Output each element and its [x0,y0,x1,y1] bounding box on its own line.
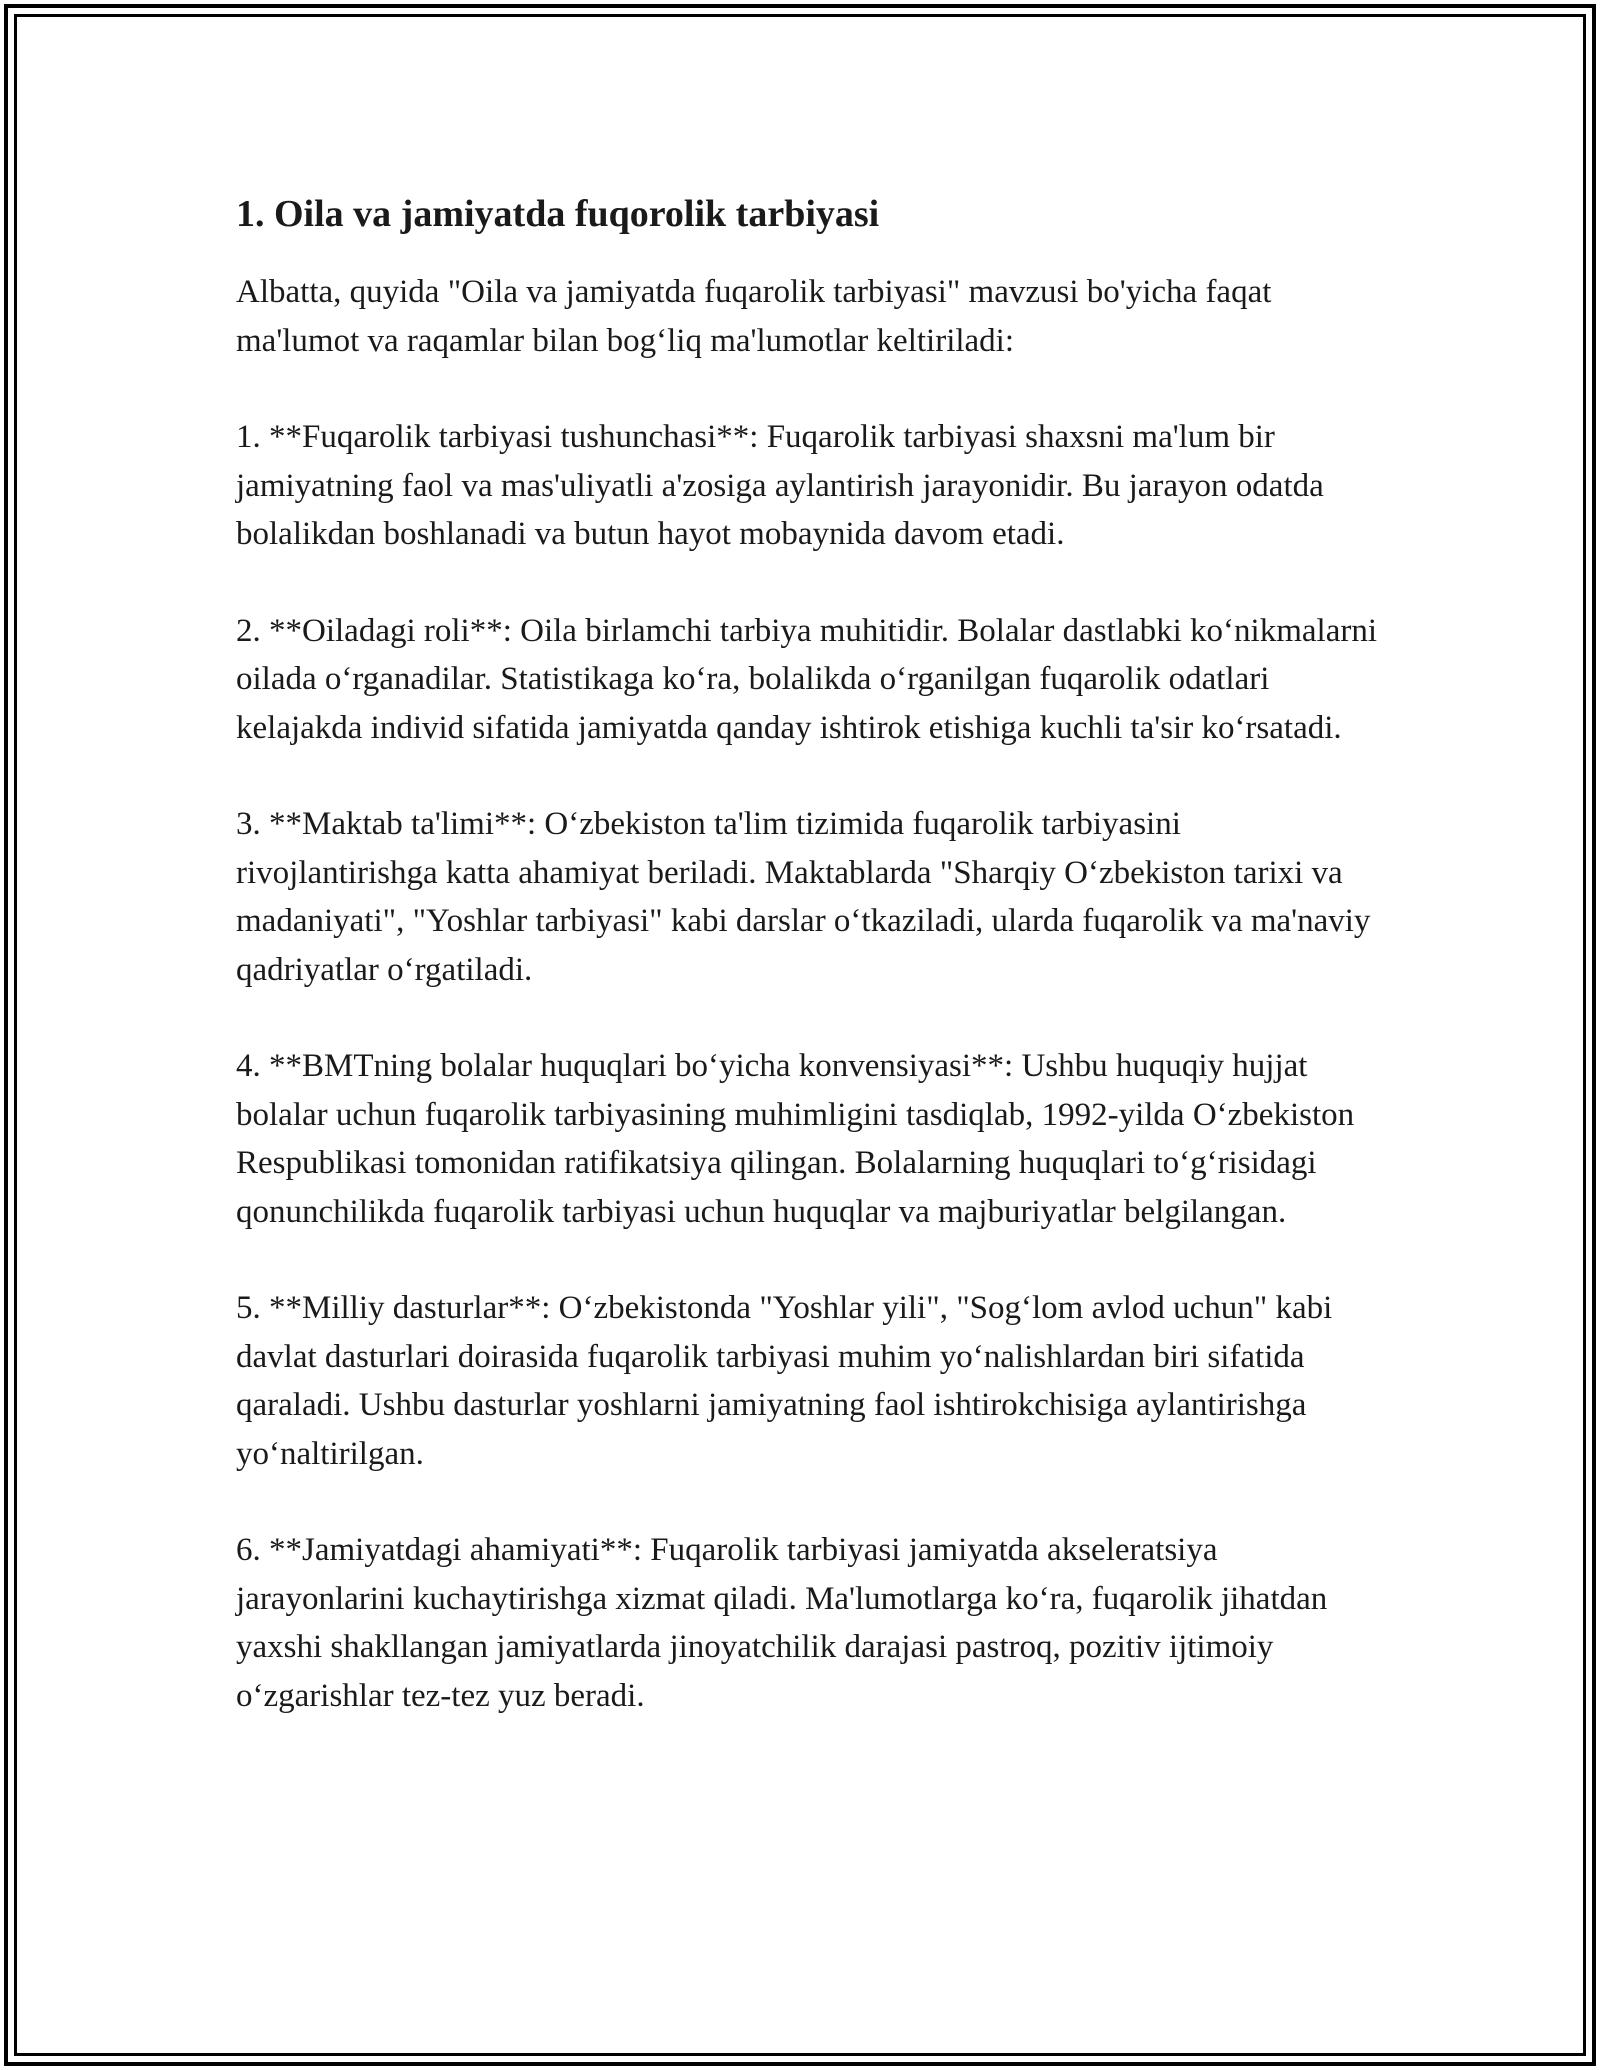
paragraph-6: 6. **Jamiyatdagi ahamiyati**: Fuqarolik tarbiyasi jamiyatda akseleratsiya jarayonlarini kuchaytirishga xizmat qiladi. Ma'lumotlarga ko‘ra, fuqarolik jihatdan yaxshi shakllangan jamiyatlarda jinoyatchilik darajasi pastroq, pozitiv ijtimoiy o‘zgarishlar tez-tez yuz beradi. [236,1532,1328,1714]
paragraph-4: 4. **BMTning bolalar huquqlari bo‘yicha konvensiyasi**: Ushbu huquqiy hujjat bolalar uchun fuqarolik tarbiyasining muhimligini tasdiqlab, 1992-yilda O‘zbekiston Respublikasi tomonidan ratifikatsiya qilingan. Bolalarning huquqlari to‘g‘risidagi qonunchilikda fuqarolik tarbiyasi uchun huquqlar va majburiyatlar belgilangan. [236,1048,1355,1230]
paragraph-3: 3. **Maktab ta'limi**: O‘zbekiston ta'lim tizimida fuqarolik tarbiyasini rivojlantirishga katta ahamiyat beriladi. Maktablarda "Sharqiy O‘zbekiston tarixi va madaniyati", "Yoshlar tarbiyasi" kabi darslar o‘tkaziladi, ularda fuqarolik va ma'naviy qadriyatlar o‘rgatiladi. [236,806,1371,988]
intro-paragraph: Albatta, quyida "Oila va jamiyatda fuqarolik tarbiyasi" mavzusi bo'yicha faqat ma'lumot va raqamlar bilan bog‘liq ma'lumotlar keltiriladi: [236,274,1272,359]
document-body [236,186,1386,1768]
paragraph-1: 1. **Fuqarolik tarbiyasi tushunchasi**: Fuqarolik tarbiyasi shaxsni ma'lum bir jamiyatning faol va mas'uliyatli a'zosiga aylantirish jarayonidir. Bu jarayon odatda bolalikdan boshlanadi va butun hayot mobaynida davom etadi. [236,419,1324,552]
document-title: 1. Oila va jamiyatda fuqorolik tarbiyasi [236,193,880,235]
paragraph-5: 5. **Milliy dasturlar**: O‘zbekistonda "Yoshlar yili", "Sog‘lom avlod uchun" kabi davlat dasturlari doirasida fuqarolik tarbiyasi muhim yo‘nalishlardan biri sifatida qaraladi. Ushbu dasturlar yoshlarni jamiyatning faol ishtirokchisiga aylantirishga yo‘naltirilgan. [236,1290,1333,1472]
paragraph-2: 2. **Oiladagi roli**: Oila birlamchi tarbiya muhitidir. Bolalar dastlabki ko‘nikmalarni oilada o‘rganadilar. Statistikaga ko‘ra, bolalikda o‘rganilgan fuqarolik odatlari kelajakda individ sifatida jamiyatda qanday ishtirok etishiga kuchli ta'sir ko‘rsatadi. [236,612,1377,746]
